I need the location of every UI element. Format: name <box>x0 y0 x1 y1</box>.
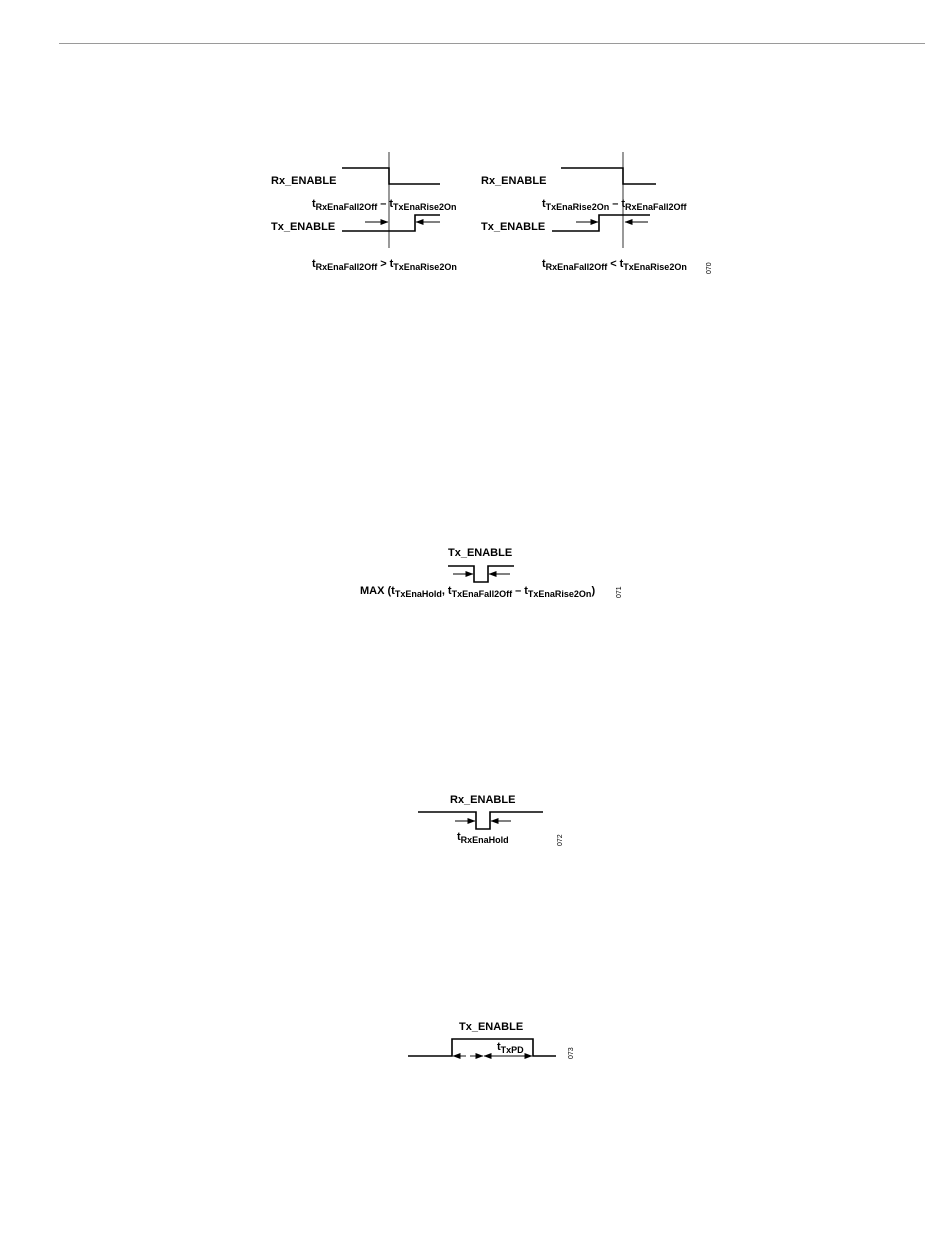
rx-enable-label: Rx_ENABLE <box>271 175 337 187</box>
timing-difference-label: $t_{RxEnaFall2Off} - t_{TxEnaRise2On}$ <box>312 198 457 212</box>
tx-enable-label: Tx_ENABLE <box>481 221 546 233</box>
rx-enable-label: Rx_ENABLE <box>450 794 516 806</box>
figure-2-timing-diagram <box>0 540 950 610</box>
figure-4-timing-diagram <box>0 1015 950 1075</box>
figure-1-left-diagram <box>271 152 457 272</box>
timing-condition-label: $t_{RxEnaFall2Off} < t_{TxEnaRise2On}$ <box>542 258 687 272</box>
figure-3-timing-diagram <box>0 788 950 858</box>
figure-id: 070 <box>706 262 713 274</box>
timing-condition-label: $t_{RxEnaFall2Off} > t_{TxEnaRise2On}$ <box>312 258 457 272</box>
tx-pd-label: $t_{TxPD}$ <box>497 1041 524 1055</box>
tx-enable-label: Tx_ENABLE <box>271 221 336 233</box>
figure-1-timing-diagram <box>0 150 950 280</box>
max-timing-label: MAX ($t_{TxEnaHold}$, $t_{TxEnaFall2Off} - t_{TxEnaRise2On}$) <box>360 585 596 599</box>
tx-enable-waveform <box>408 1039 556 1056</box>
tx-enable-waveform <box>552 215 650 231</box>
tx-enable-waveform <box>342 215 440 231</box>
figure-id: 072 <box>557 834 564 846</box>
rx-enable-waveform <box>418 812 543 829</box>
rx-ena-hold-label: $t_{RxEnaHold}$ <box>457 831 509 845</box>
rx-enable-waveform <box>561 168 656 184</box>
tx-enable-label: Tx_ENABLE <box>448 547 513 559</box>
tx-enable-label: Tx_ENABLE <box>459 1021 524 1033</box>
figure-id: 073 <box>568 1047 575 1059</box>
rx-enable-waveform <box>342 168 440 184</box>
timing-difference-label: $t_{TxEnaRise2On} - t_{RxEnaFall2Off}$ <box>542 198 687 212</box>
rx-enable-label: Rx_ENABLE <box>481 175 547 187</box>
header-rule <box>59 43 925 44</box>
figure-1-right-diagram <box>481 152 688 272</box>
figure-id: 071 <box>616 586 623 598</box>
